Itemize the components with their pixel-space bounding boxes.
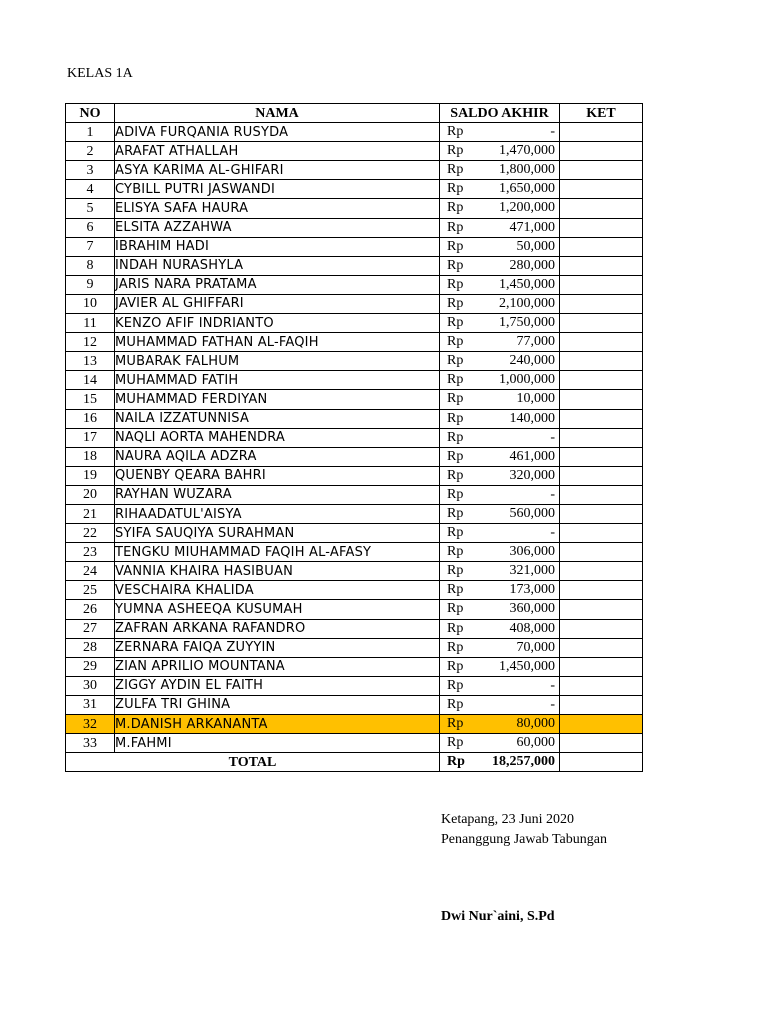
row-saldo: 321,000 (509, 563, 555, 579)
row-no: 7 (66, 237, 115, 256)
row-nama: ZAFRAN ARKANA RAFANDRO (115, 619, 440, 638)
row-ket (560, 676, 643, 695)
row-saldo-cell (440, 524, 560, 543)
row-ket (560, 294, 643, 313)
table-row (66, 715, 643, 734)
row-currency: Rp (447, 181, 464, 197)
row-no: 27 (66, 619, 115, 638)
row-saldo-cell (440, 657, 560, 676)
row-nama: M.DANISH ARKANANTA (115, 715, 440, 734)
row-ket (560, 562, 643, 581)
total-currency: Rp (447, 754, 465, 770)
row-nama: ZIAN APRILIO MOUNTANA (115, 657, 440, 676)
table-row (66, 581, 643, 600)
row-currency: Rp (447, 716, 464, 731)
row-currency: Rp (447, 124, 464, 140)
row-saldo: 1,800,000 (499, 162, 555, 178)
row-nama: CYBILL PUTRI JASWANDI (115, 180, 440, 199)
row-currency: Rp (447, 467, 464, 483)
row-currency: Rp (447, 525, 464, 541)
table-row (66, 180, 643, 199)
row-ket (560, 485, 643, 504)
row-nama: ASYA KARIMA AL-GHIFARI (115, 161, 440, 180)
row-nama: YUMNA ASHEEQA KUSUMAH (115, 600, 440, 619)
row-currency: Rp (447, 658, 464, 674)
row-currency: Rp (447, 696, 464, 712)
row-saldo-cell (440, 256, 560, 275)
row-saldo-cell (440, 333, 560, 352)
row-saldo-cell (440, 676, 560, 695)
row-no: 29 (66, 657, 115, 676)
row-no: 15 (66, 390, 115, 409)
table-row (66, 562, 643, 581)
table-row (66, 275, 643, 294)
row-saldo: - (550, 677, 555, 693)
row-no: 13 (66, 352, 115, 371)
row-nama: QUENBY QEARA BAHRI (115, 466, 440, 485)
row-nama: INDAH NURASHYLA (115, 256, 440, 275)
table-body (66, 123, 643, 753)
row-ket (560, 142, 643, 161)
row-nama: KENZO AFIF INDRIANTO (115, 314, 440, 333)
row-saldo-cell (440, 695, 560, 714)
table-row (66, 256, 643, 275)
row-currency: Rp (447, 505, 464, 521)
row-saldo: - (550, 525, 555, 541)
row-saldo-cell (440, 218, 560, 237)
row-ket (560, 180, 643, 199)
row-nama: ARAFAT ATHALLAH (115, 142, 440, 161)
row-saldo: 1,200,000 (499, 200, 555, 216)
row-saldo-cell (440, 619, 560, 638)
row-currency: Rp (447, 162, 464, 178)
row-ket (560, 466, 643, 485)
table-row (66, 447, 643, 466)
row-ket (560, 390, 643, 409)
row-ket (560, 256, 643, 275)
row-currency: Rp (447, 448, 464, 464)
row-no: 3 (66, 161, 115, 180)
row-ket (560, 600, 643, 619)
row-nama: VESCHAIRA KHALIDA (115, 581, 440, 600)
row-no: 6 (66, 218, 115, 237)
table-row (66, 543, 643, 562)
row-saldo: - (550, 696, 555, 712)
row-saldo: 408,000 (509, 620, 555, 636)
row-ket (560, 695, 643, 714)
row-currency: Rp (447, 238, 464, 254)
row-saldo-cell (440, 485, 560, 504)
row-no: 16 (66, 409, 115, 428)
row-nama: ELSITA AZZAHWA (115, 218, 440, 237)
row-ket (560, 524, 643, 543)
row-saldo-cell (440, 275, 560, 294)
total-ket-cell (560, 753, 643, 772)
row-saldo: 461,000 (509, 448, 555, 464)
row-saldo: 77,000 (516, 334, 555, 350)
row-ket (560, 237, 643, 256)
row-nama: MUHAMMAD FATHAN AL-FAQIH (115, 333, 440, 352)
row-nama: JAVIER AL GHIFFARI (115, 294, 440, 313)
table-row (66, 638, 643, 657)
row-saldo-cell (440, 581, 560, 600)
total-row (66, 753, 643, 772)
row-no: 19 (66, 466, 115, 485)
row-saldo-cell (440, 562, 560, 581)
row-ket (560, 409, 643, 428)
row-saldo: - (550, 486, 555, 502)
row-no: 4 (66, 180, 115, 199)
row-currency: Rp (447, 601, 464, 617)
row-saldo: - (550, 429, 555, 445)
table-row (66, 485, 643, 504)
row-no: 20 (66, 485, 115, 504)
row-no: 25 (66, 581, 115, 600)
row-nama: MUHAMMAD FATIH (115, 371, 440, 390)
row-saldo-cell (440, 428, 560, 447)
row-no: 22 (66, 524, 115, 543)
row-saldo-cell (440, 734, 560, 753)
row-nama: RIHAADATUL'AISYA (115, 504, 440, 523)
table-row (66, 504, 643, 523)
row-ket (560, 581, 643, 600)
row-saldo: 280,000 (509, 257, 555, 273)
row-no: 28 (66, 638, 115, 657)
row-nama: ZIGGY AYDIN EL FAITH (115, 676, 440, 695)
row-saldo-cell (440, 543, 560, 562)
row-nama: ELISYA SAFA HAURA (115, 199, 440, 218)
row-saldo: 173,000 (509, 582, 555, 598)
row-saldo-cell (440, 638, 560, 657)
row-currency: Rp (447, 372, 464, 388)
table-row (66, 314, 643, 333)
row-ket (560, 218, 643, 237)
row-no: 33 (66, 734, 115, 753)
row-nama: NAQLI AORTA MAHENDRA (115, 428, 440, 447)
table-row (66, 371, 643, 390)
table-row (66, 428, 643, 447)
row-no: 23 (66, 543, 115, 562)
row-currency: Rp (447, 276, 464, 292)
row-ket (560, 161, 643, 180)
row-no: 24 (66, 562, 115, 581)
row-ket (560, 352, 643, 371)
row-no: 14 (66, 371, 115, 390)
table-row (66, 695, 643, 714)
column-header-saldo: SALDO AKHIR (440, 104, 560, 123)
row-ket (560, 199, 643, 218)
total-amount: 18,257,000 (492, 754, 555, 770)
table-row (66, 676, 643, 695)
row-nama: ZULFA TRI GHINA (115, 695, 440, 714)
row-currency: Rp (447, 391, 464, 407)
row-currency: Rp (447, 334, 464, 350)
row-saldo-cell (440, 600, 560, 619)
row-no: 2 (66, 142, 115, 161)
row-ket (560, 504, 643, 523)
row-no: 30 (66, 676, 115, 695)
row-saldo: 1,450,000 (499, 276, 555, 292)
row-saldo-cell (440, 142, 560, 161)
row-ket (560, 657, 643, 676)
row-saldo: 320,000 (509, 467, 555, 483)
row-saldo-cell (440, 390, 560, 409)
row-currency: Rp (447, 257, 464, 273)
row-no: 12 (66, 333, 115, 352)
row-saldo: 70,000 (516, 639, 555, 655)
row-saldo-cell (440, 180, 560, 199)
row-saldo-cell (440, 466, 560, 485)
row-saldo-cell (440, 447, 560, 466)
row-currency: Rp (447, 486, 464, 502)
row-no: 18 (66, 447, 115, 466)
row-ket (560, 314, 643, 333)
row-saldo: 140,000 (509, 410, 555, 426)
row-saldo-cell (440, 371, 560, 390)
row-no: 10 (66, 294, 115, 313)
row-saldo: 306,000 (509, 544, 555, 560)
row-ket (560, 123, 643, 142)
row-currency: Rp (447, 544, 464, 560)
row-no: 5 (66, 199, 115, 218)
row-nama: MUHAMMAD FERDIYAN (115, 390, 440, 409)
table-row (66, 294, 643, 313)
row-saldo: 1,750,000 (499, 315, 555, 331)
row-no: 11 (66, 314, 115, 333)
row-saldo: 1,450,000 (499, 658, 555, 674)
row-saldo-cell (440, 504, 560, 523)
table-row (66, 734, 643, 753)
table-row (66, 619, 643, 638)
row-saldo: 2,100,000 (499, 295, 555, 311)
row-no: 31 (66, 695, 115, 714)
table-row (66, 600, 643, 619)
table-row (66, 123, 643, 142)
row-no: 1 (66, 123, 115, 142)
row-saldo: 240,000 (509, 353, 555, 369)
row-saldo-cell (440, 352, 560, 371)
row-ket (560, 543, 643, 562)
row-ket (560, 638, 643, 657)
row-currency: Rp (447, 410, 464, 426)
row-currency: Rp (447, 639, 464, 655)
row-nama: JARIS NARA PRATAMA (115, 275, 440, 294)
row-nama: TENGKU MIUHAMMAD FAQIH AL-AFASY (115, 543, 440, 562)
row-saldo: 471,000 (509, 219, 555, 235)
row-currency: Rp (447, 735, 464, 751)
row-ket (560, 447, 643, 466)
row-saldo: 50,000 (516, 238, 555, 254)
table-row (66, 333, 643, 352)
row-nama: IBRAHIM HADI (115, 237, 440, 256)
table-row (66, 142, 643, 161)
row-currency: Rp (447, 429, 464, 445)
row-ket (560, 371, 643, 390)
table-row (66, 524, 643, 543)
row-currency: Rp (447, 582, 464, 598)
row-nama: MUBARAK FALHUM (115, 352, 440, 371)
row-saldo: 80,000 (516, 716, 555, 731)
signature-name: Dwi Nur`aini, S.Pd (441, 909, 555, 924)
savings-table (65, 103, 643, 772)
row-currency: Rp (447, 353, 464, 369)
row-saldo-cell (440, 199, 560, 218)
row-saldo: 10,000 (516, 391, 555, 407)
page-title: KELAS 1A (67, 66, 133, 81)
row-ket (560, 275, 643, 294)
table-header-row (66, 104, 643, 123)
row-no: 9 (66, 275, 115, 294)
row-nama: M.FAHMI (115, 734, 440, 753)
row-saldo-cell (440, 715, 560, 734)
row-saldo-cell (440, 123, 560, 142)
row-currency: Rp (447, 315, 464, 331)
row-nama: RAYHAN WUZARA (115, 485, 440, 504)
column-header-ket: KET (560, 104, 643, 123)
table-row (66, 466, 643, 485)
row-ket (560, 333, 643, 352)
table-row (66, 390, 643, 409)
row-ket (560, 428, 643, 447)
row-ket (560, 734, 643, 753)
table-row (66, 199, 643, 218)
row-no: 17 (66, 428, 115, 447)
table-row (66, 352, 643, 371)
row-saldo: 1,000,000 (499, 372, 555, 388)
total-amount-cell (440, 753, 560, 772)
row-currency: Rp (447, 143, 464, 159)
row-ket (560, 715, 643, 734)
row-currency: Rp (447, 677, 464, 693)
row-currency: Rp (447, 620, 464, 636)
row-saldo-cell (440, 294, 560, 313)
row-nama: SYIFA SAUQIYA SURAHMAN (115, 524, 440, 543)
row-saldo-cell (440, 161, 560, 180)
row-currency: Rp (447, 563, 464, 579)
signature-role: Penanggung Jawab Tabungan (441, 832, 607, 847)
row-saldo-cell (440, 314, 560, 333)
table-row (66, 161, 643, 180)
row-saldo: 60,000 (516, 735, 555, 751)
total-label: TOTAL (66, 753, 440, 772)
column-header-nama: NAMA (115, 104, 440, 123)
row-nama: NAILA IZZATUNNISA (115, 409, 440, 428)
row-currency: Rp (447, 295, 464, 311)
column-header-no: NO (66, 104, 115, 123)
row-saldo: 360,000 (509, 601, 555, 617)
table-row (66, 409, 643, 428)
table-row (66, 218, 643, 237)
row-saldo: - (550, 124, 555, 140)
row-nama: ZERNARA FAIQA ZUYYIN (115, 638, 440, 657)
table-row (66, 657, 643, 676)
row-no: 21 (66, 504, 115, 523)
row-ket (560, 619, 643, 638)
row-nama: VANNIA KHAIRA HASIBUAN (115, 562, 440, 581)
row-no: 26 (66, 600, 115, 619)
row-no: 8 (66, 256, 115, 275)
row-saldo-cell (440, 237, 560, 256)
row-nama: NAURA AQILA ADZRA (115, 447, 440, 466)
signature-place-date: Ketapang, 23 Juni 2020 (441, 812, 574, 827)
row-saldo: 560,000 (509, 505, 555, 521)
row-saldo: 1,470,000 (499, 143, 555, 159)
row-saldo: 1,650,000 (499, 181, 555, 197)
row-no: 32 (66, 715, 115, 734)
row-saldo-cell (440, 409, 560, 428)
row-nama: ADIVA FURQANIA RUSYDA (115, 123, 440, 142)
row-currency: Rp (447, 200, 464, 216)
row-currency: Rp (447, 219, 464, 235)
table-row (66, 237, 643, 256)
